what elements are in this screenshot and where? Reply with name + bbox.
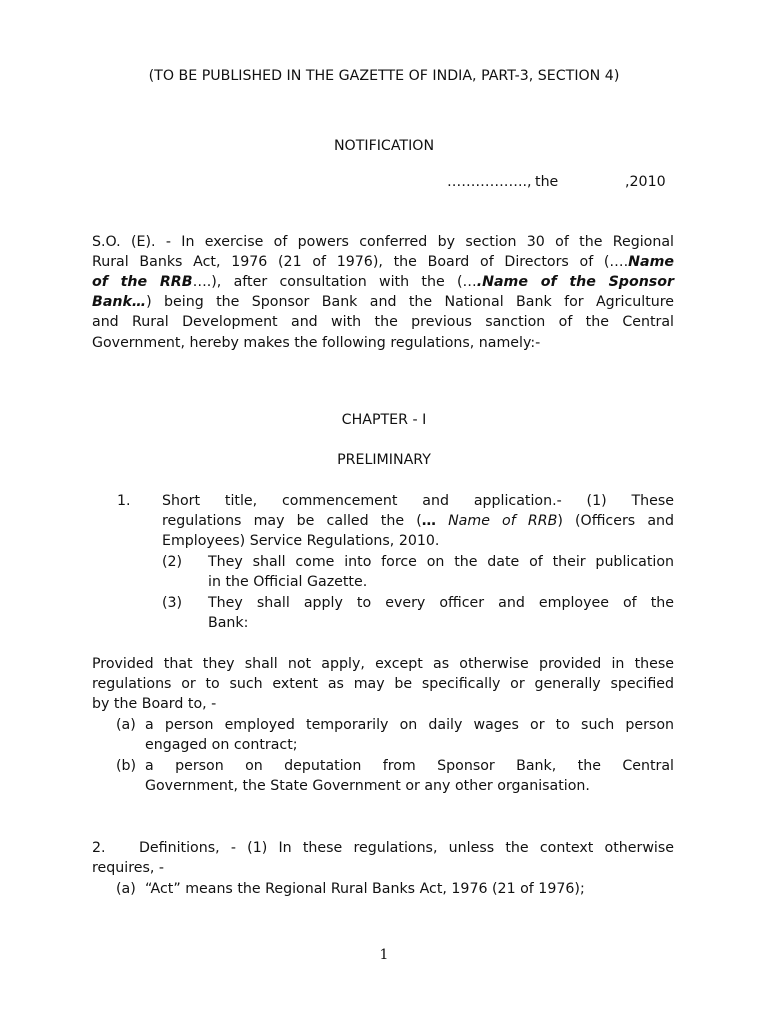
date-year: ,2010: [625, 174, 666, 190]
section-text: ) (Officers and: [557, 513, 675, 529]
proviso-item-label: (b): [116, 758, 137, 774]
definition-line: “Act” means the Regional Rural Banks Act, 1976 (21 of 1976);: [145, 881, 585, 897]
preamble-line: S.O. (E). - In exercise of powers conferred by section 30 of the Regional: [92, 234, 674, 250]
preamble-text: ….), after consultation with the (…: [192, 274, 477, 290]
date-dots: ……………..,: [447, 174, 532, 190]
chapter-heading: CHAPTER - I: [341, 412, 427, 428]
section-line: requires, -: [92, 860, 164, 876]
proviso-item-label: (a): [116, 717, 136, 733]
notification-title: NOTIFICATION: [333, 138, 435, 154]
proviso-line: Provided that they shall not apply, except as otherwise provided in these: [92, 656, 674, 672]
preamble-emphasis: Bank…: [92, 294, 147, 310]
proviso-item-line: a person employed temporarily on daily wages or to such person: [145, 717, 674, 733]
section-text: regulations may be called the (: [162, 513, 422, 529]
preamble-line: and Rural Development and with the previous sanction of the Central: [92, 314, 674, 330]
preamble-line: [92, 292, 674, 312]
preamble-line: [92, 272, 674, 292]
clause-line: in the Official Gazette.: [208, 574, 368, 590]
section-line: [162, 511, 674, 531]
clause-number: (3): [162, 595, 183, 611]
preamble-emphasis: of the RRB: [92, 274, 193, 290]
section-line: Employees) Service Regulations, 2010.: [162, 533, 440, 549]
proviso-item-line: Government, the State Government or any other organisation.: [145, 778, 590, 794]
proviso-item-line: a person on deputation from Sponsor Bank, the Central: [145, 758, 674, 774]
gazette-line: (TO BE PUBLISHED IN THE GAZETTE OF INDIA, PART-3, SECTION 4): [148, 68, 620, 84]
definition-label: (a): [116, 881, 136, 897]
section-emphasis: …: [421, 513, 436, 529]
clause-line: Bank:: [208, 615, 249, 631]
proviso-line: by the Board to, -: [92, 696, 217, 712]
proviso-line: regulations or to such extent as may be specifically or generally specified: [92, 676, 674, 692]
section-line: Short title, commencement and application.- (1) These: [162, 493, 674, 509]
page-number: 1: [379, 947, 389, 963]
preamble-line: [92, 252, 674, 272]
proviso-item-line: engaged on contract;: [145, 737, 298, 753]
preamble-emphasis: .Name of the Sponsor: [476, 274, 674, 290]
preamble-text: ) being the Sponsor Bank and the National Bank for Agriculture: [146, 294, 674, 310]
preamble-emphasis: Name: [628, 254, 674, 270]
section-emphasis: Name of RRB: [448, 513, 558, 529]
section-number: 2.: [92, 840, 106, 856]
section-line: Definitions, - (1) In these regulations, unless the context otherwise: [139, 840, 674, 856]
clause-number: (2): [162, 554, 183, 570]
clause-line: They shall apply to every officer and employee of the: [208, 595, 674, 611]
preamble-line: Government, hereby makes the following regulations, namely:-: [92, 335, 541, 351]
chapter-subheading: PRELIMINARY: [337, 452, 431, 468]
date-the: the: [535, 174, 559, 190]
section-number: 1.: [117, 493, 131, 509]
preamble-text: Rural Banks Act, 1976 (21 of 1976), the Board of Directors of (….: [92, 254, 629, 270]
clause-line: They shall come into force on the date of their publication: [208, 554, 674, 570]
